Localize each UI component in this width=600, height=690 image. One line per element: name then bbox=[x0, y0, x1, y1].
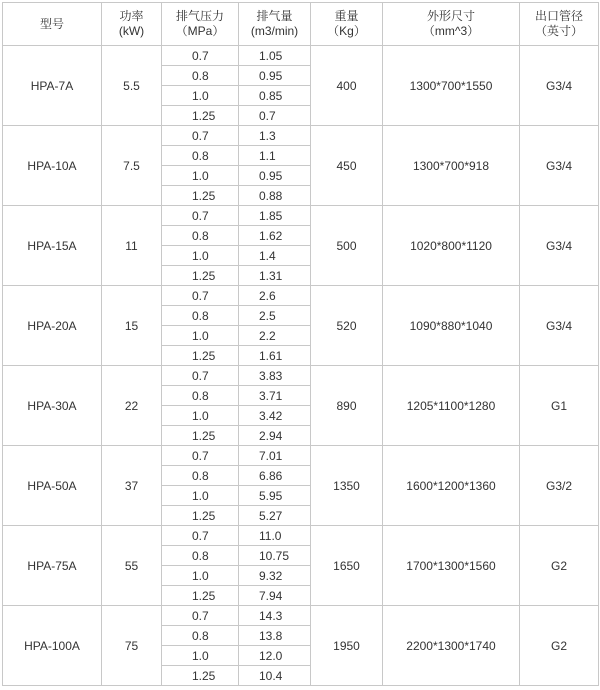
header-power-label: 功率 bbox=[119, 9, 144, 23]
dimensions-cell: 1600*1200*1360 bbox=[383, 446, 520, 526]
power-cell: 22 bbox=[102, 366, 162, 446]
header-model bbox=[3, 3, 102, 46]
header-outlet bbox=[520, 3, 599, 46]
flow-cell: 10.75 bbox=[239, 546, 311, 566]
pressure-cell: 0.8 bbox=[162, 386, 239, 406]
header-flow-label: 排气量 bbox=[256, 9, 293, 23]
pressure-cell: 0.7 bbox=[162, 126, 239, 146]
model-cell: HPA-50A bbox=[3, 446, 102, 526]
pressure-cell: 1.0 bbox=[162, 566, 239, 586]
outlet-cell: G2 bbox=[520, 606, 599, 686]
table-row bbox=[3, 126, 599, 146]
header-pressure bbox=[162, 3, 239, 46]
weight-cell: 1350 bbox=[311, 446, 383, 526]
table-row bbox=[3, 286, 599, 306]
spec-table bbox=[2, 2, 599, 686]
outlet-cell: G3/4 bbox=[520, 286, 599, 366]
table-row bbox=[3, 46, 599, 66]
header-pressure-label: 排气压力 bbox=[175, 9, 224, 23]
flow-cell: 1.31 bbox=[239, 266, 311, 286]
header-outlet-label: 出口管径 bbox=[534, 9, 583, 23]
flow-cell: 2.6 bbox=[239, 286, 311, 306]
pressure-cell: 1.25 bbox=[162, 266, 239, 286]
pressure-cell: 0.7 bbox=[162, 46, 239, 66]
flow-cell: 13.8 bbox=[239, 626, 311, 646]
model-cell: HPA-7A bbox=[3, 46, 102, 126]
flow-cell: 11.0 bbox=[239, 526, 311, 546]
outlet-cell: G1 bbox=[520, 366, 599, 446]
pressure-cell: 1.0 bbox=[162, 646, 239, 666]
table-row bbox=[3, 526, 599, 546]
flow-cell: 1.05 bbox=[239, 46, 311, 66]
flow-cell: 0.88 bbox=[239, 186, 311, 206]
pressure-cell: 1.25 bbox=[162, 666, 239, 686]
pressure-cell: 0.8 bbox=[162, 546, 239, 566]
table-row bbox=[3, 606, 599, 626]
outlet-cell: G3/4 bbox=[520, 126, 599, 206]
flow-cell: 5.27 bbox=[239, 506, 311, 526]
header-pressure-unit: （MPa） bbox=[175, 24, 225, 38]
flow-cell: 1.4 bbox=[239, 246, 311, 266]
flow-cell: 3.71 bbox=[239, 386, 311, 406]
power-cell: 37 bbox=[102, 446, 162, 526]
power-cell: 5.5 bbox=[102, 46, 162, 126]
header-weight-label: 重量 bbox=[334, 9, 359, 23]
pressure-cell: 0.8 bbox=[162, 466, 239, 486]
pressure-cell: 0.7 bbox=[162, 606, 239, 626]
outlet-cell: G3/4 bbox=[520, 206, 599, 286]
flow-cell: 1.3 bbox=[239, 126, 311, 146]
power-cell: 7.5 bbox=[102, 126, 162, 206]
pressure-cell: 1.0 bbox=[162, 486, 239, 506]
spec-table-body bbox=[3, 46, 599, 686]
header-power bbox=[102, 3, 162, 46]
flow-cell: 7.94 bbox=[239, 586, 311, 606]
pressure-cell: 1.25 bbox=[162, 106, 239, 126]
flow-cell: 1.62 bbox=[239, 226, 311, 246]
flow-cell: 5.95 bbox=[239, 486, 311, 506]
header-flow-unit: (m3/min) bbox=[250, 24, 299, 38]
model-cell: HPA-20A bbox=[3, 286, 102, 366]
flow-cell: 9.32 bbox=[239, 566, 311, 586]
dimensions-cell: 1300*700*918 bbox=[383, 126, 520, 206]
pressure-cell: 0.7 bbox=[162, 286, 239, 306]
pressure-cell: 1.25 bbox=[162, 426, 239, 446]
pressure-cell: 1.0 bbox=[162, 166, 239, 186]
weight-cell: 1950 bbox=[311, 606, 383, 686]
pressure-cell: 0.7 bbox=[162, 526, 239, 546]
flow-cell: 2.2 bbox=[239, 326, 311, 346]
flow-cell: 3.42 bbox=[239, 406, 311, 426]
header-row bbox=[3, 3, 599, 46]
pressure-cell: 0.8 bbox=[162, 226, 239, 246]
flow-cell: 1.85 bbox=[239, 206, 311, 226]
outlet-cell: G3/4 bbox=[520, 46, 599, 126]
dimensions-cell: 2200*1300*1740 bbox=[383, 606, 520, 686]
weight-cell: 450 bbox=[311, 126, 383, 206]
model-cell: HPA-75A bbox=[3, 526, 102, 606]
flow-cell: 3.83 bbox=[239, 366, 311, 386]
header-dimensions bbox=[383, 3, 520, 46]
power-cell: 75 bbox=[102, 606, 162, 686]
pressure-cell: 1.0 bbox=[162, 246, 239, 266]
weight-cell: 400 bbox=[311, 46, 383, 126]
pressure-cell: 1.0 bbox=[162, 86, 239, 106]
flow-cell: 7.01 bbox=[239, 446, 311, 466]
flow-cell: 10.4 bbox=[239, 666, 311, 686]
pressure-cell: 0.7 bbox=[162, 366, 239, 386]
table-row bbox=[3, 446, 599, 466]
pressure-cell: 1.25 bbox=[162, 506, 239, 526]
power-cell: 11 bbox=[102, 206, 162, 286]
model-cell: HPA-100A bbox=[3, 606, 102, 686]
pressure-cell: 1.25 bbox=[162, 586, 239, 606]
header-dimensions-label: 外形尺寸 bbox=[426, 9, 475, 23]
pressure-cell: 1.25 bbox=[162, 346, 239, 366]
pressure-cell: 0.8 bbox=[162, 306, 239, 326]
weight-cell: 1650 bbox=[311, 526, 383, 606]
model-cell: HPA-10A bbox=[3, 126, 102, 206]
header-outlet-unit: （英寸） bbox=[534, 24, 583, 38]
dimensions-cell: 1300*700*1550 bbox=[383, 46, 520, 126]
flow-cell: 6.86 bbox=[239, 466, 311, 486]
table-row bbox=[3, 206, 599, 226]
header-dimensions-unit: （mm^3） bbox=[422, 24, 480, 38]
outlet-cell: G3/2 bbox=[520, 446, 599, 526]
weight-cell: 890 bbox=[311, 366, 383, 446]
outlet-cell: G2 bbox=[520, 526, 599, 606]
weight-cell: 500 bbox=[311, 206, 383, 286]
pressure-cell: 0.8 bbox=[162, 626, 239, 646]
flow-cell: 2.5 bbox=[239, 306, 311, 326]
pressure-cell: 1.0 bbox=[162, 406, 239, 426]
table-row bbox=[3, 366, 599, 386]
dimensions-cell: 1205*1100*1280 bbox=[383, 366, 520, 446]
pressure-cell: 1.25 bbox=[162, 186, 239, 206]
weight-cell: 520 bbox=[311, 286, 383, 366]
power-cell: 55 bbox=[102, 526, 162, 606]
flow-cell: 14.3 bbox=[239, 606, 311, 626]
pressure-cell: 0.7 bbox=[162, 206, 239, 226]
pressure-cell: 0.8 bbox=[162, 146, 239, 166]
header-model-label: 型号 bbox=[39, 16, 64, 31]
pressure-cell: 0.7 bbox=[162, 446, 239, 466]
flow-cell: 1.61 bbox=[239, 346, 311, 366]
flow-cell: 2.94 bbox=[239, 426, 311, 446]
model-cell: HPA-30A bbox=[3, 366, 102, 446]
flow-cell: 1.1 bbox=[239, 146, 311, 166]
header-flow bbox=[239, 3, 311, 46]
flow-cell: 0.85 bbox=[239, 86, 311, 106]
dimensions-cell: 1700*1300*1560 bbox=[383, 526, 520, 606]
flow-cell: 0.95 bbox=[239, 166, 311, 186]
model-cell: HPA-15A bbox=[3, 206, 102, 286]
header-weight bbox=[311, 3, 383, 46]
flow-cell: 12.0 bbox=[239, 646, 311, 666]
pressure-cell: 0.8 bbox=[162, 66, 239, 86]
flow-cell: 0.7 bbox=[239, 106, 311, 126]
pressure-cell: 1.0 bbox=[162, 326, 239, 346]
dimensions-cell: 1020*800*1120 bbox=[383, 206, 520, 286]
power-cell: 15 bbox=[102, 286, 162, 366]
flow-cell: 0.95 bbox=[239, 66, 311, 86]
dimensions-cell: 1090*880*1040 bbox=[383, 286, 520, 366]
header-weight-unit: （Kg） bbox=[327, 24, 366, 38]
header-power-unit: (kW) bbox=[118, 24, 145, 38]
